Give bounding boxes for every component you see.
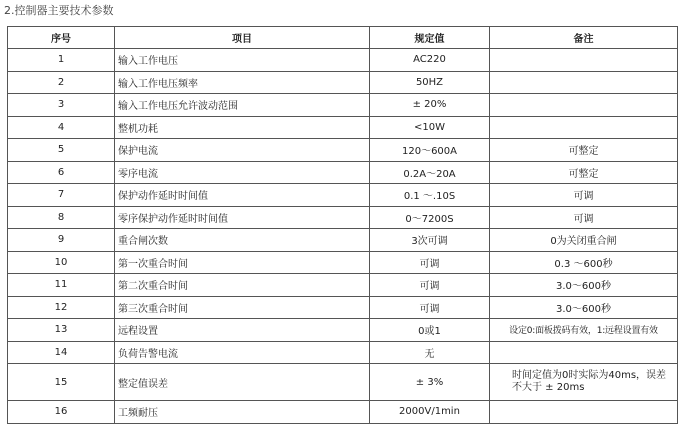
- row-item: 输入工作电压频率: [115, 71, 370, 94]
- row-note: [490, 116, 678, 139]
- row-no: 16: [8, 401, 115, 424]
- row-value: 0或1: [370, 319, 490, 342]
- table-row: [8, 229, 678, 252]
- row-value: 50HZ: [370, 71, 490, 94]
- row-value: 0～7200S: [370, 206, 490, 229]
- table-row: [8, 161, 678, 184]
- header-value: 规定值: [370, 27, 490, 49]
- table-header-row: [8, 27, 678, 49]
- row-no: 11: [8, 274, 115, 297]
- row-note: 设定0:面板拨码有效，1:远程设置有效: [490, 319, 678, 342]
- table-row: [8, 319, 678, 342]
- row-value: AC220: [370, 49, 490, 72]
- row-item: 保护动作延时时间值: [115, 184, 370, 207]
- table-row: [8, 184, 678, 207]
- row-item: 整定值误差: [115, 364, 370, 401]
- row-item: 第三次重合时间: [115, 296, 370, 319]
- row-note: 时间定值为0时实际为40ms，误差不大于 ± 20ms: [490, 364, 678, 401]
- table-row: [8, 274, 678, 297]
- row-no: 13: [8, 319, 115, 342]
- row-item: 工频耐压: [115, 401, 370, 424]
- table-row: [8, 71, 678, 94]
- row-no: 4: [8, 116, 115, 139]
- row-value: 0.2A～20A: [370, 161, 490, 184]
- table-row: [8, 296, 678, 319]
- row-no: 5: [8, 139, 115, 162]
- row-item: 第一次重合时间: [115, 251, 370, 274]
- row-note: [490, 94, 678, 117]
- table-row: [8, 364, 678, 401]
- table-row: [8, 206, 678, 229]
- table-row: [8, 49, 678, 72]
- row-note: [490, 341, 678, 364]
- row-value: 可调: [370, 251, 490, 274]
- row-note: 0为关闭重合闸: [490, 229, 678, 252]
- row-note: 3.0～600秒: [490, 274, 678, 297]
- row-no: 14: [8, 341, 115, 364]
- section-heading: 2.控制器主要技术参数: [4, 4, 114, 17]
- table-row: [8, 116, 678, 139]
- row-value: ± 3%: [370, 364, 490, 401]
- row-no: 7: [8, 184, 115, 207]
- row-item: 重合闸次数: [115, 229, 370, 252]
- row-no: 3: [8, 94, 115, 117]
- row-item: 负荷告警电流: [115, 341, 370, 364]
- row-item: 保护电流: [115, 139, 370, 162]
- row-no: 6: [8, 161, 115, 184]
- row-no: 9: [8, 229, 115, 252]
- header-note: 备注: [490, 27, 678, 49]
- row-note: [490, 49, 678, 72]
- table-row: [8, 251, 678, 274]
- row-note: 0.3 ～600秒: [490, 251, 678, 274]
- spec-table: [7, 26, 678, 424]
- table-row: [8, 341, 678, 364]
- row-item: 整机功耗: [115, 116, 370, 139]
- table-row: [8, 94, 678, 117]
- row-value: 3次可调: [370, 229, 490, 252]
- row-note: 可整定: [490, 139, 678, 162]
- row-no: 10: [8, 251, 115, 274]
- row-no: 1: [8, 49, 115, 72]
- row-note: 可整定: [490, 161, 678, 184]
- row-item: 输入工作电压: [115, 49, 370, 72]
- row-item: 远程设置: [115, 319, 370, 342]
- row-item: 输入工作电压允许波动范围: [115, 94, 370, 117]
- row-item: 零序电流: [115, 161, 370, 184]
- row-no: 2: [8, 71, 115, 94]
- table-row: [8, 139, 678, 162]
- row-value: 0.1 ～.10S: [370, 184, 490, 207]
- row-value: 120～600A: [370, 139, 490, 162]
- header-no: 序号: [8, 27, 115, 49]
- row-note: [490, 71, 678, 94]
- row-no: 8: [8, 206, 115, 229]
- row-no: 12: [8, 296, 115, 319]
- row-value: 可调: [370, 274, 490, 297]
- header-item: 项目: [115, 27, 370, 49]
- row-note: 可调: [490, 206, 678, 229]
- row-value: 无: [370, 341, 490, 364]
- row-value: ± 20%: [370, 94, 490, 117]
- row-note: 3.0～600秒: [490, 296, 678, 319]
- row-item: 零序保护动作延时时间值: [115, 206, 370, 229]
- row-value: 可调: [370, 296, 490, 319]
- row-no: 15: [8, 364, 115, 401]
- row-item: 第二次重合时间: [115, 274, 370, 297]
- row-value: 2000V/1min: [370, 401, 490, 424]
- row-value: <10W: [370, 116, 490, 139]
- row-note: 可调: [490, 184, 678, 207]
